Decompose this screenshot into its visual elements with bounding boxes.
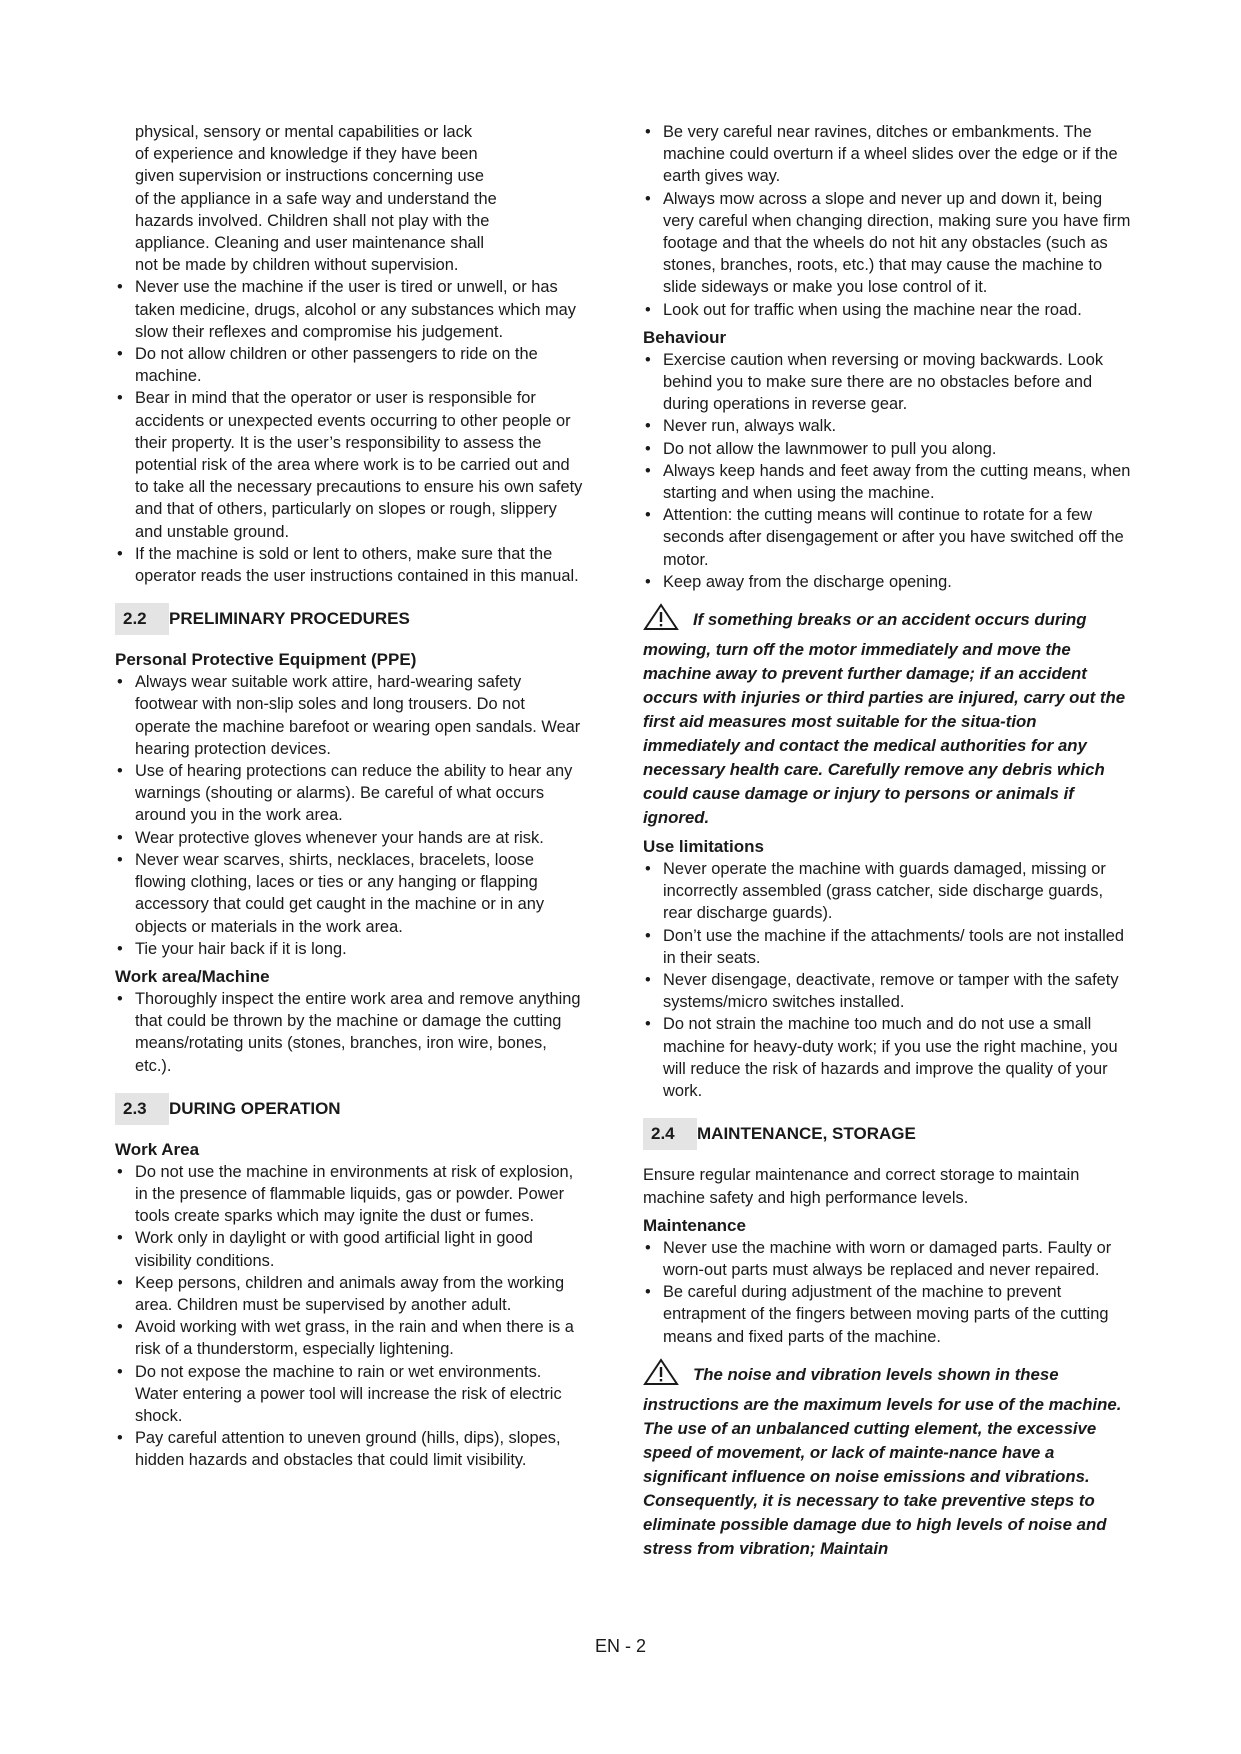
maintenance-intro: Ensure regular maintenance and correct storage to maintain machine safety and high performance levels. bbox=[643, 1166, 1080, 1207]
ppe-list bbox=[115, 671, 585, 960]
subheading-use-limitations: Use limitations bbox=[643, 837, 764, 857]
section-heading-2-3 bbox=[115, 1093, 585, 1125]
list-item: • Keep away from the discharge opening. bbox=[643, 571, 1133, 593]
warning-noise-vibration bbox=[643, 1358, 1133, 1561]
right-column bbox=[643, 121, 1133, 1567]
list-item: • Do not strain the machine too much and do not use a small machine for heavy-duty work; if you use the right machine, you will reduce the risk of hazards and improve the quality of your work. bbox=[643, 1013, 1133, 1102]
intro-line: hazards involved. Children shall not play with the bbox=[135, 211, 490, 230]
list-item: • Do not allow children or other passengers to ride on the machine. bbox=[115, 343, 585, 387]
subheading-work-area: Work Area bbox=[115, 1139, 200, 1159]
warning-accident-text: If something breaks or an accident occurs during mowing, turn off the motor immediately and move the machine away to prevent further damage; if an accident occurs with injuries or third parties are injured, carry out the first aid measures most suitable for the situa-tion immediately and contact the medical authorities for any necessary health care. Carefully remove any debris which could cause damage or injury to persons or animals if ignored. bbox=[643, 610, 1126, 828]
section-title: DURING OPERATION bbox=[169, 1098, 341, 1118]
intro-continuation bbox=[115, 121, 585, 276]
intro-line: given supervision or instructions concerning use bbox=[135, 167, 484, 186]
list-item: • Do not expose the machine to rain or wet environments. Water entering a power tool will increase the risk of electric shock. bbox=[115, 1361, 585, 1428]
section-title: PRELIMINARY PROCEDURES bbox=[169, 609, 410, 629]
section-heading-2-2 bbox=[115, 603, 585, 635]
maintenance-list bbox=[643, 1237, 1133, 1348]
list-item: • Never disengage, deactivate, remove or tamper with the safety systems/micro switches installed. bbox=[643, 969, 1133, 1013]
list-item: • Always mow across a slope and never up and down it, being very careful when changing direction, making sure you have firm footage and that the wheels do not hit any obstacles (such as stones, branches, roots, etc.) that may cause the machine to slide sideways or make you lose control of it. bbox=[643, 188, 1133, 299]
list-item: • Exercise caution when reversing or moving backwards. Look behind you to make sure there are no obstacles before and during operations in reverse gear. bbox=[643, 349, 1133, 416]
list-item: • Use of hearing protections can reduce the ability to hear any warnings (shouting or alarms). Be careful of what occurs around you in the work area. bbox=[115, 760, 585, 827]
list-item: • Avoid working with wet grass, in the rain and when there is a risk of a thunderstorm, especially lightening. bbox=[115, 1316, 585, 1360]
subheading-behaviour: Behaviour bbox=[643, 327, 727, 347]
intro-line: of the appliance in a safe way and understand the bbox=[135, 189, 497, 208]
section-title: MAINTENANCE, STORAGE bbox=[697, 1124, 916, 1144]
intro-line: appliance. Cleaning and user maintenance shall bbox=[135, 234, 484, 253]
list-item: • Keep persons, children and animals away from the working area. Children must be supervised by another adult. bbox=[115, 1272, 585, 1316]
list-item: • Always keep hands and feet away from the cutting means, when starting and when using the machine. bbox=[643, 460, 1133, 504]
list-item: • Bear in mind that the operator or user is responsible for accidents or unexpected events occurring to other people or their property. It is the user’s responsibility to assess the potential risk of the area where work is to be carried out and to take all the necessary precautions to ensure his own safety and that of others, particularly on slopes or rough, slippery and unstable ground. bbox=[115, 387, 585, 542]
list-item: • Look out for traffic when using the machine near the road. bbox=[643, 299, 1133, 321]
section-heading-2-4 bbox=[643, 1118, 1133, 1150]
list-item: • Thoroughly inspect the entire work area and remove anything that could be thrown by the machine or damage the cutting means/rotating units (stones, branches, iron wire, bones, etc.). bbox=[115, 988, 585, 1077]
list-item: • Never run, always walk. bbox=[643, 415, 1133, 437]
subheading-ppe: Personal Protective Equipment (PPE) bbox=[115, 650, 417, 670]
list-item: • Wear protective gloves whenever your hands are at risk. bbox=[115, 827, 585, 849]
intro-bullet-list bbox=[115, 276, 585, 587]
list-item: • Always wear suitable work attire, hard-wearing safety footwear with non-slip soles and long trousers. Do not operate the machine barefoot or wearing open sandals. Wear hearing protection devices. bbox=[115, 671, 585, 760]
list-item: • Do not use the machine in environments at risk of explosion, in the presence of flammable liquids, gas or powder. Power tools create sparks which may ignite the dust or fumes. bbox=[115, 1161, 585, 1228]
list-item: • Do not allow the lawnmower to pull you along. bbox=[643, 438, 1133, 460]
use-limitations-list bbox=[643, 858, 1133, 1102]
list-item: • If the machine is sold or lent to others, make sure that the operator reads the user instructions contained in this manual. bbox=[115, 543, 585, 587]
warning-accident bbox=[643, 603, 1133, 830]
warning-noise-text: The noise and vibration levels shown in these instructions are the maximum levels for use of the machine. The use of an unbalanced cutting element, the excessive speed of movement, or lack of mainte-nance have a significant influence on noise emissions and vibrations. Consequently, it is necessary to take preventive steps to eliminate possible damage due to high levels of noise and stress from vibration; Maintain bbox=[643, 1364, 1122, 1558]
list-item: • Never wear scarves, shirts, necklaces, bracelets, loose flowing clothing, laces or ties or any hanging or flapping accessory that could get caught in the machine or in any objects or materials in the work area. bbox=[115, 849, 585, 938]
section-number: 2.3 bbox=[115, 1093, 169, 1125]
list-item: • Never use the machine with worn or damaged parts. Faulty or worn-out parts must always be replaced and never repaired. bbox=[643, 1237, 1133, 1281]
subheading-maintenance: Maintenance bbox=[643, 1215, 746, 1235]
intro-line: physical, sensory or mental capabilities or lack bbox=[135, 123, 473, 141]
list-item: • Be very careful near ravines, ditches or embankments. The machine could overturn if a wheel slides over the edge or if the earth gives way. bbox=[643, 121, 1133, 188]
list-item: • Tie your hair back if it is long. bbox=[115, 938, 585, 960]
intro-line: not be made by children without supervision. bbox=[135, 256, 459, 275]
work-area-list bbox=[115, 1161, 585, 1472]
warning-triangle-icon bbox=[643, 603, 679, 638]
section-number: 2.2 bbox=[115, 603, 169, 635]
warning-triangle-icon bbox=[643, 1358, 679, 1393]
behaviour-list bbox=[643, 349, 1133, 593]
list-item: • Attention: the cutting means will continue to rotate for a few seconds after disengagement or after you have switched off the motor. bbox=[643, 504, 1133, 571]
work-area-machine-list bbox=[115, 988, 585, 1077]
list-item: • Be careful during adjustment of the machine to prevent entrapment of the fingers between moving parts of the cutting means and fixed parts of the machine. bbox=[643, 1281, 1133, 1348]
subheading-work-area-machine: Work area/Machine bbox=[115, 966, 270, 986]
slope-safety-list bbox=[643, 121, 1133, 321]
section-number: 2.4 bbox=[643, 1118, 697, 1150]
intro-line: of experience and knowledge if they have been bbox=[135, 145, 478, 164]
list-item: • Work only in daylight or with good artificial light in good visibility conditions. bbox=[115, 1227, 585, 1271]
list-item: • Never operate the machine with guards damaged, missing or incorrectly assembled (grass catcher, side discharge guards, rear discharge guards). bbox=[643, 858, 1133, 925]
left-column bbox=[115, 121, 585, 1472]
page-number: EN - 2 bbox=[594, 1636, 646, 1656]
list-item: • Never use the machine if the user is tired or unwell, or has taken medicine, drugs, alcohol or any substances which may slow their reflexes and compromise his judgement. bbox=[115, 276, 585, 343]
list-item: • Don’t use the machine if the attachments/ tools are not installed in their seats. bbox=[643, 925, 1133, 969]
list-item: • Pay careful attention to uneven ground (hills, dips), slopes, hidden hazards and obstacles that could limit visibility. bbox=[115, 1427, 585, 1471]
